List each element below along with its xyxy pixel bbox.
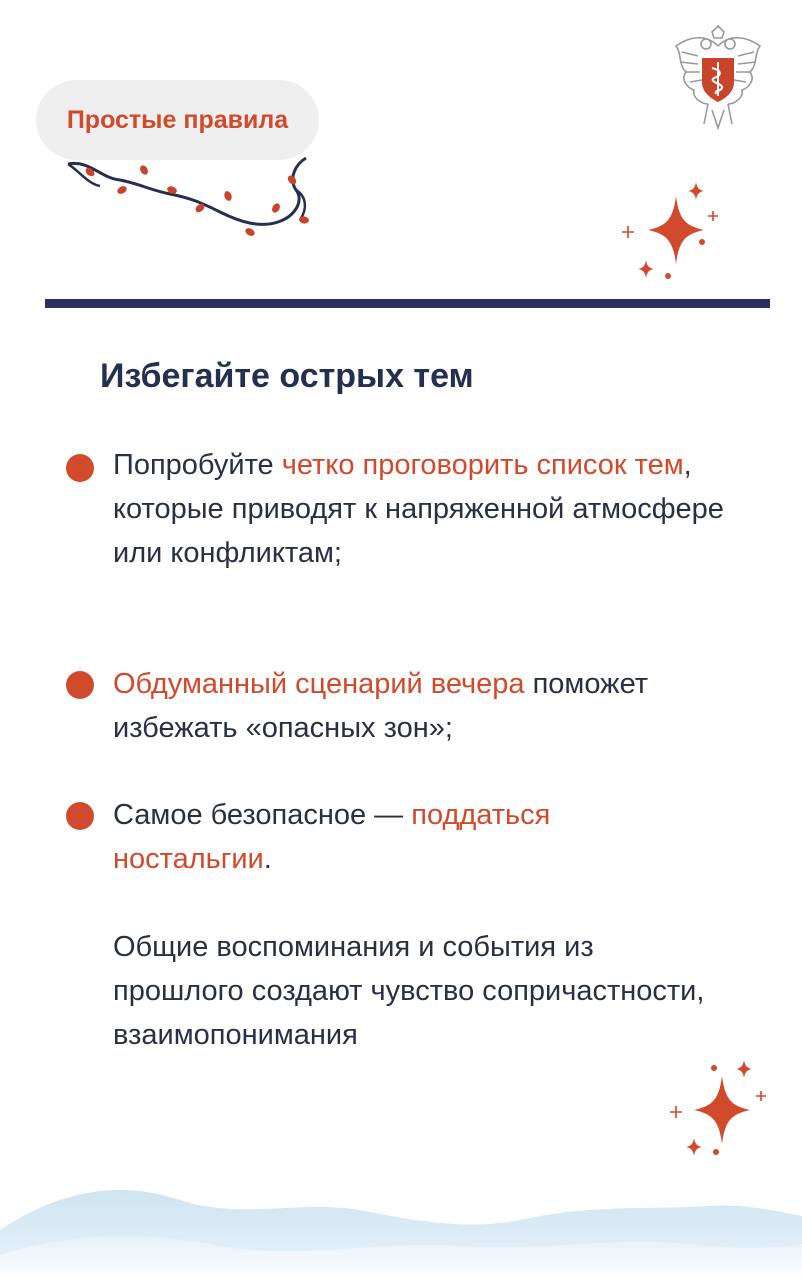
category-badge-label: Простые правила xyxy=(66,105,289,134)
bullet-icon xyxy=(66,671,94,699)
snow-drifts-icon xyxy=(0,1160,802,1280)
coat-of-arms-icon xyxy=(668,24,768,134)
highlight-text: четко проговорить список тем xyxy=(281,449,684,481)
highlight-text: поддаться ностальгии xyxy=(113,799,551,875)
list-item-text: Попробуйте четко проговорить список тем, которые приводят к напряженной атмосфере или конфликтам; xyxy=(113,449,724,569)
divider xyxy=(45,299,770,308)
section-heading: Избегайте острых тем xyxy=(100,357,474,395)
bullet-icon xyxy=(66,802,94,830)
bullet-icon xyxy=(66,454,94,482)
highlight-text: Обдуманный сценарий вечера xyxy=(113,668,525,700)
garland-icon xyxy=(60,150,320,250)
sparkle-icon xyxy=(664,1058,774,1168)
list-item-text: Самое безопасное — поддаться ностальгии. xyxy=(113,799,551,875)
note-paragraph: Общие воспоминания и события из прошлого создают чувство сопричастности, взаимопонимания xyxy=(113,931,705,1051)
sparkle-icon xyxy=(616,180,726,285)
list-item-text: Обдуманный сценарий вечера поможет избежать «опасных зон»; xyxy=(113,668,649,744)
category-badge xyxy=(36,80,319,160)
